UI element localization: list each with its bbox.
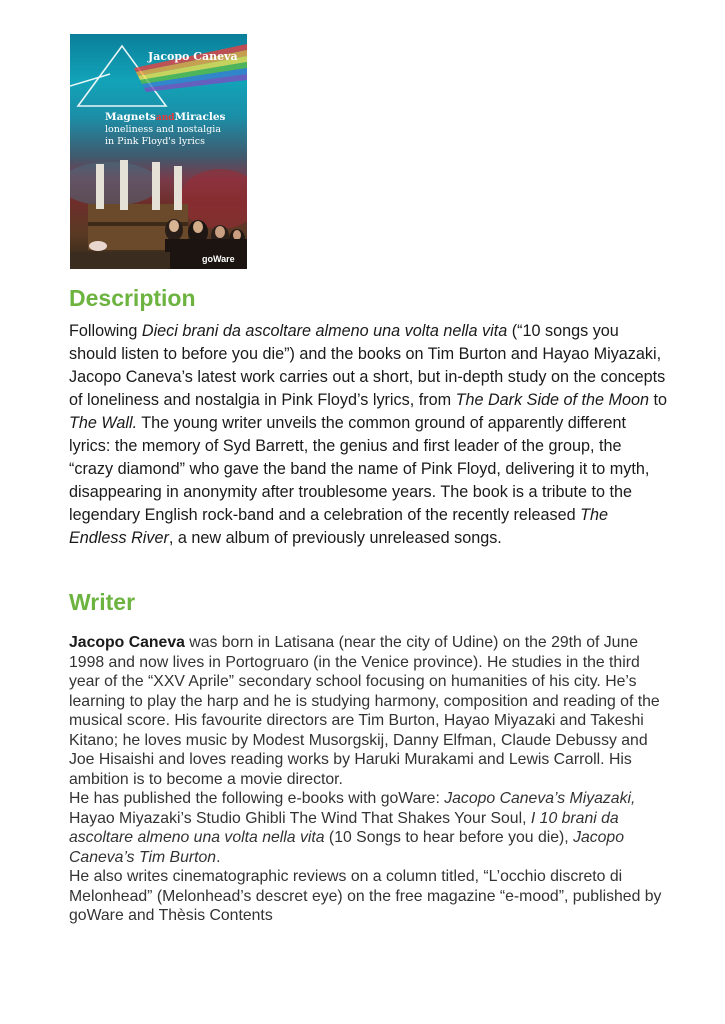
bio-paragraph-3: He also writes cinematographic reviews on a column titled, “L’occhio discreto di Melonhead” (Melonhead’s descret eye) on the free magazine “e-mood”, published by goWare and Thèsis Contents xyxy=(69,868,662,924)
cover-subtitle xyxy=(105,124,221,148)
cover-author: Jacopo Caneva xyxy=(148,50,238,63)
writer-heading: Writer xyxy=(69,589,136,615)
cover-subtitle-line1: loneliness and nostalgia xyxy=(105,124,221,135)
bio-text-2d: . xyxy=(216,848,221,866)
desc-italic-2: The Dark Side of the Moon xyxy=(455,391,650,409)
bio-italic-2a: Jacopo Caneva’s Miyazaki, xyxy=(444,790,636,807)
desc-text-5: , a new album of previously unreleased songs. xyxy=(168,529,502,547)
desc-italic-1: Dieci brani da ascoltare almeno una volta nella vita xyxy=(141,322,508,340)
writer-bio xyxy=(69,633,669,926)
cover-title-part2: Miracles xyxy=(174,111,226,123)
bio-italic-2b: I 10 brani da ascoltare almeno una volta nella vita xyxy=(69,809,619,846)
cover-publisher-logo: goWare xyxy=(202,254,235,264)
desc-text-4: The young writer unveils the common ground of apparently different lyrics: the memory of Syd Barrett, the genius and first leader of the group, the “crazy diamond” who gave the band the name of Pink Floyd, delivering it to myth, disappearing in anonymity after troublesome years. The book is a tribute to the legendary English rock-band and a celebration of the recently released xyxy=(69,414,650,524)
description-heading: Description xyxy=(69,285,196,311)
cover-title-and: and xyxy=(155,113,175,123)
bio-italic-2c: Jacopo Caneva’s Tim Burton xyxy=(69,829,625,866)
book-cover xyxy=(70,34,247,269)
desc-text-2: (“10 songs you should listen to before you die”) and the books on Tim Burton and Hayao Miyazaki, Jacopo Caneva’s latest work carries out a short, but in-depth study on the concepts of loneliness and nostalgia in Pink Floyd’s lyrics, from xyxy=(69,322,666,409)
bio-text-2c: (10 Songs to hear before you die), xyxy=(324,829,574,846)
bio-text-2a: He has published the following e-books with goWare: xyxy=(69,790,445,807)
bio-paragraph-1 xyxy=(69,633,669,789)
bio-text-2b: Hayao Miyazaki’s Studio Ghibli The Wind That Shakes Your Soul, xyxy=(69,809,531,827)
desc-text-3: to xyxy=(649,391,668,409)
writer-name: Jacopo Caneva xyxy=(69,634,185,651)
bio-paragraph-2 xyxy=(69,789,669,867)
desc-italic-4: The Endless River xyxy=(69,506,609,547)
cover-subtitle-line2: in Pink Floyd's lyrics xyxy=(105,136,205,147)
desc-italic-3: The Wall. xyxy=(69,414,138,432)
description-text xyxy=(69,320,669,550)
desc-text-1: Following xyxy=(69,322,142,340)
bio-text-1: was born in Latisana (near the city of Udine) on the 29th of June 1998 and now lives in Portogruaro (in the Venice province). He studies in the third year of the “XXV Aprile” secondary school focusing on humanities of his city. He’s learning to play the harp and he is studying harmony, composition and reading of the musical score. His favourite directors are Tim Burton, Hayao Miyazaki and Takeshi Kitano; he loves music by Modest Musorgskij, Danny Elfman, Claude Debussy and Joe Hisaishi and loves reading works by Haruki Murakami and Lewis Carroll. His ambition is to become a movie director. xyxy=(69,634,660,788)
cover-artwork xyxy=(70,34,247,269)
cover-title xyxy=(105,111,225,123)
cover-title-part1: Magnets xyxy=(105,111,156,123)
